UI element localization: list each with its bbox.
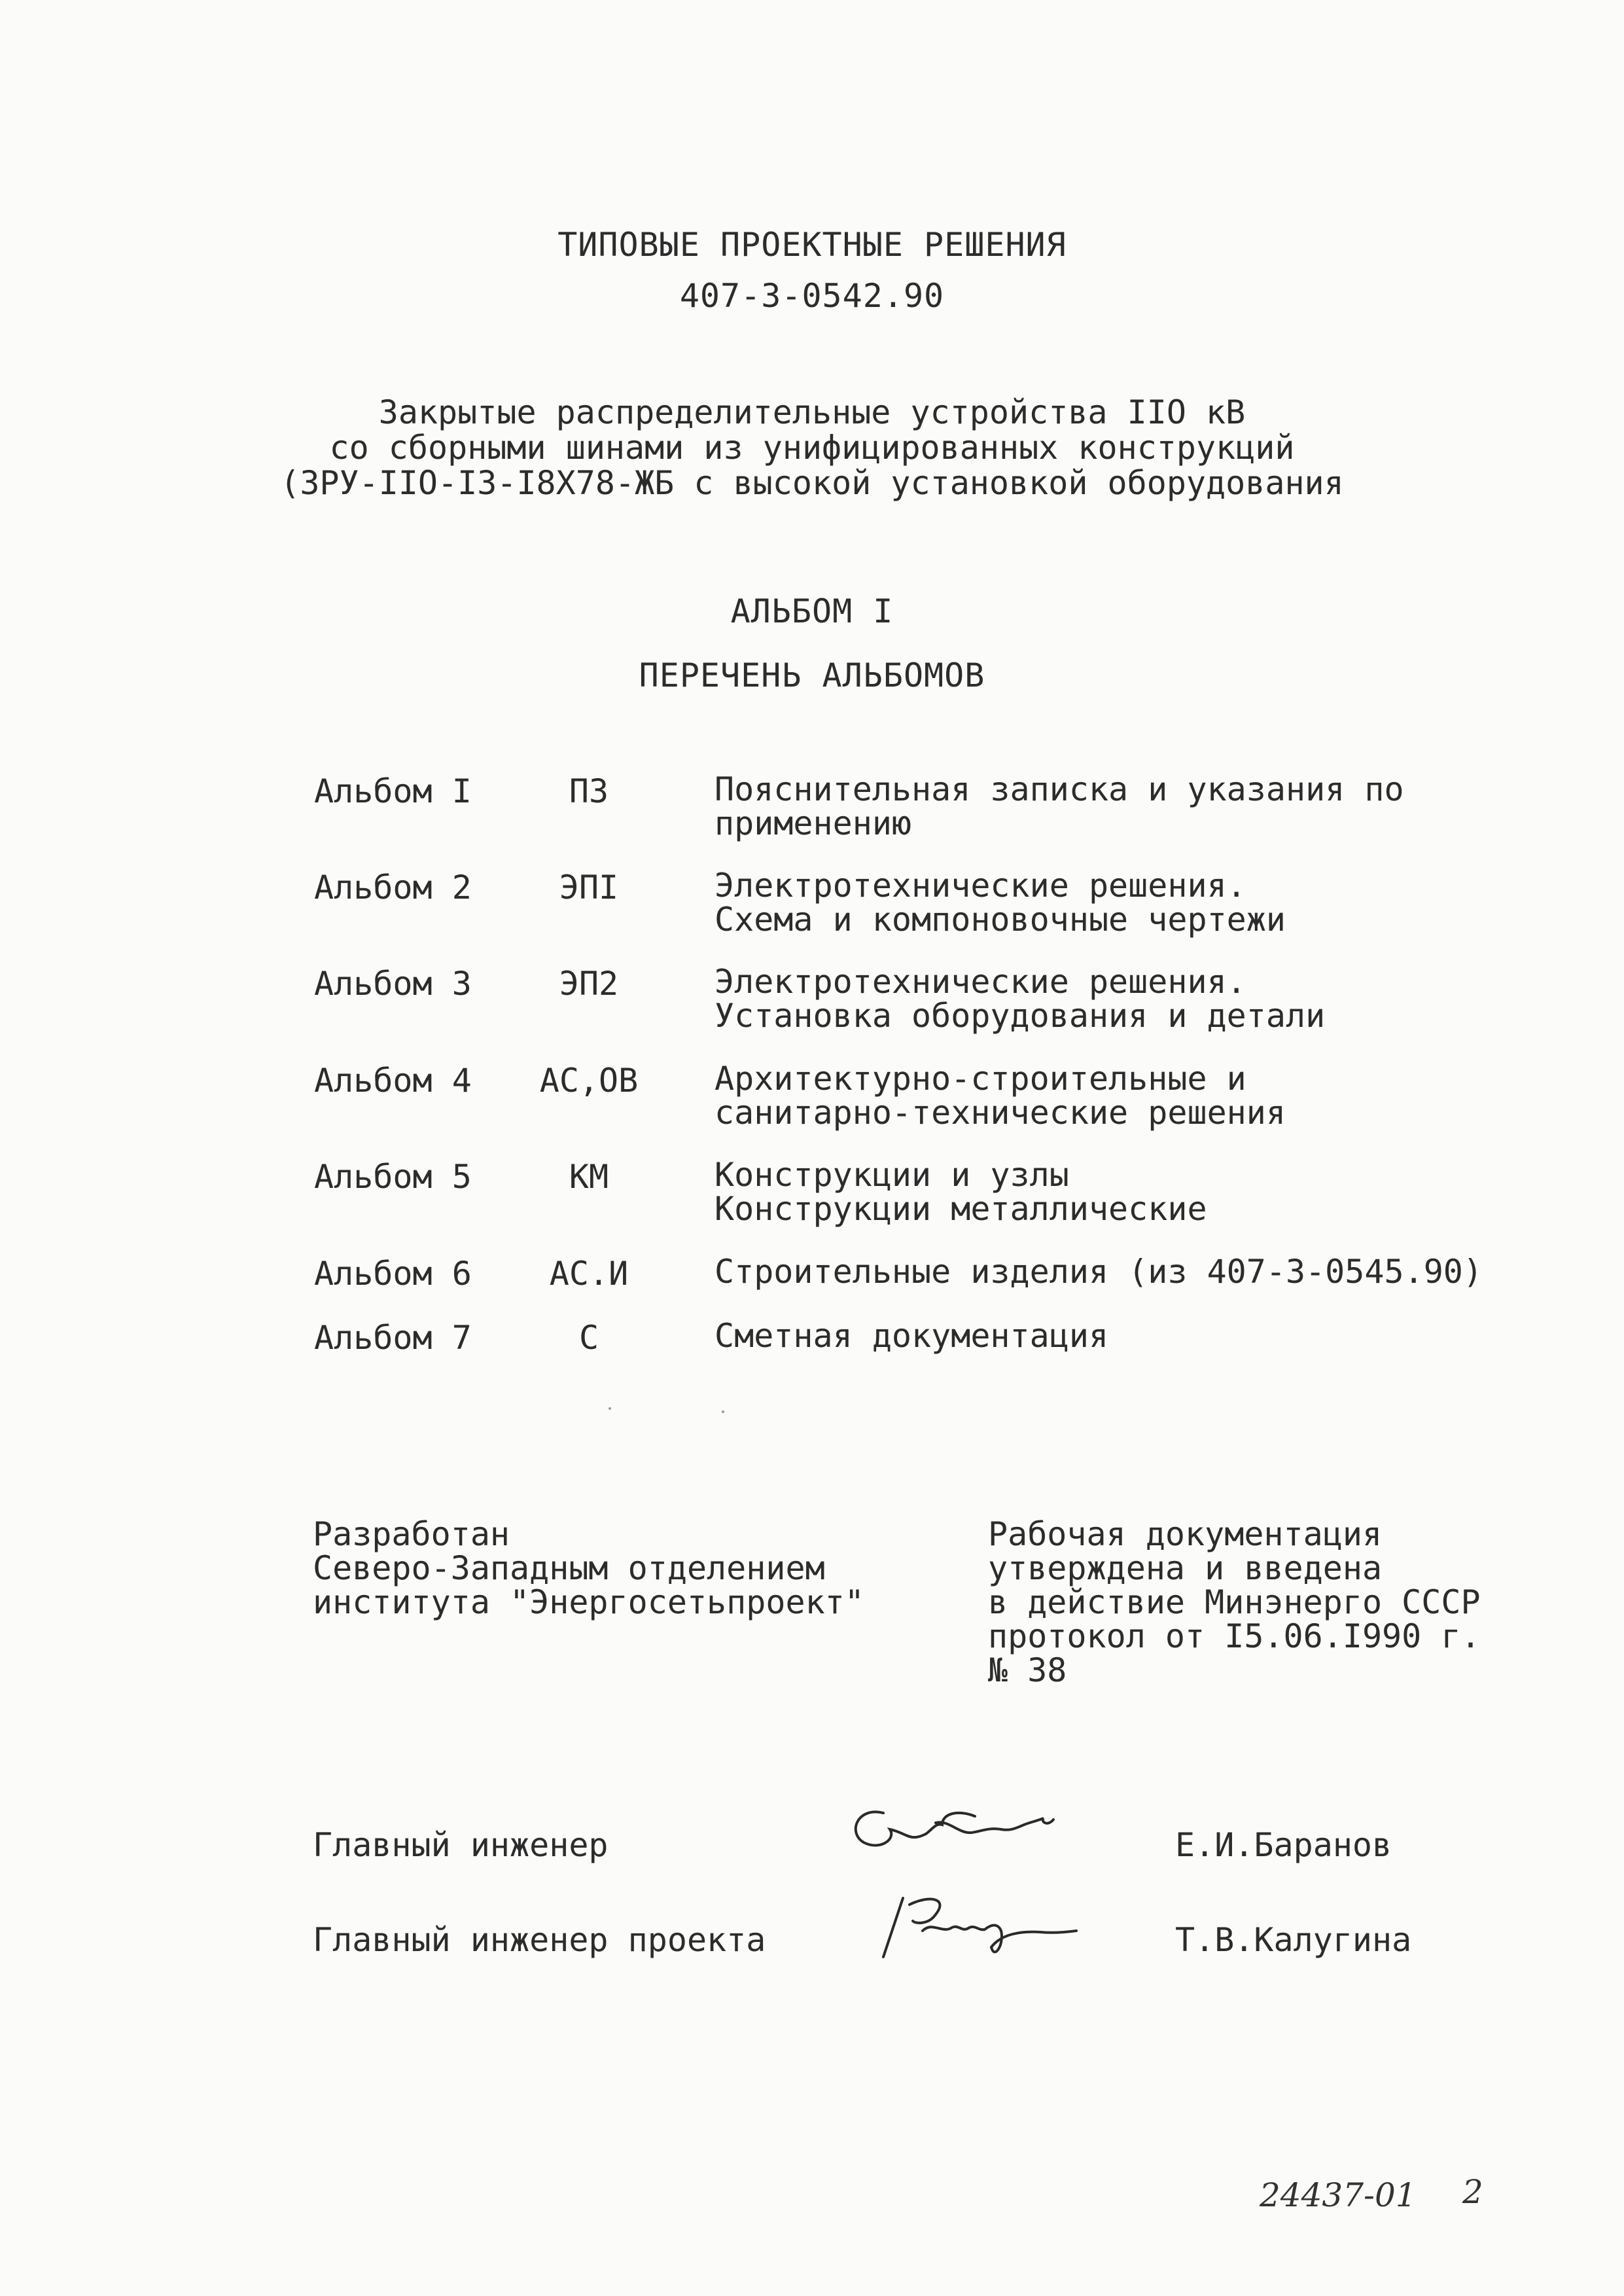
album-code: ЭПI [559, 869, 619, 906]
album-code: АС,ОВ [539, 1062, 639, 1100]
album-description-line-2: Схема и компоновочные чертежи [715, 901, 1286, 939]
signature-scribble [870, 1885, 1080, 1970]
album-description [715, 1158, 1207, 1226]
subject-line-1: Закрытые распределительные устройства IIO кВ [378, 393, 1246, 431]
signature-name: Е.И.Баранов [1175, 1826, 1392, 1864]
album-description-line-1: Строительные изделия (из 407-3-0545.90) [715, 1253, 1483, 1291]
album-name: Альбом 5 [314, 1158, 472, 1196]
album-code: ЭП2 [559, 965, 619, 1003]
album-description-line-1: Конструкции и узлы [715, 1156, 1069, 1194]
scan-speck [722, 1410, 724, 1413]
document-number: 24437-01 [1260, 2176, 1417, 2214]
approval-line-1: Рабочая документация [988, 1515, 1383, 1553]
developer-block [313, 1517, 864, 1619]
approval-block [988, 1517, 1481, 1687]
album-list-title: ПЕРЕЧЕНЬ АЛЬБОМОВ [639, 656, 985, 694]
album-description-line-2: Установка оборудования и детали [715, 997, 1326, 1035]
album-name: Альбом 6 [314, 1255, 472, 1293]
album-code: КМ [569, 1158, 609, 1196]
signature-role: Главный инженер [313, 1826, 609, 1864]
album-description [715, 869, 1286, 937]
developer-line-1: Разработан [313, 1515, 510, 1553]
album-description-line-1: Электротехнические решения. [715, 867, 1246, 905]
scan-speck [609, 1407, 611, 1410]
approval-line-5: № 38 [988, 1651, 1067, 1689]
album-description [715, 1062, 1286, 1130]
album-description [715, 965, 1325, 1033]
album-code: ПЗ [569, 772, 609, 810]
subject-line-2: со сборными шинами из унифицированных конструкций [329, 429, 1295, 467]
album-name: Альбом 4 [314, 1062, 472, 1100]
page-number: 2 [1462, 2173, 1483, 2211]
album-description-line-2: Конструкции металлические [715, 1190, 1207, 1228]
album-code: АС.И [549, 1255, 629, 1293]
album-description [715, 1319, 1108, 1353]
album-description-line-2: санитарно-технические решения [715, 1094, 1286, 1132]
album-description [715, 772, 1404, 840]
approval-line-3: в действие Минэнерго СССР [988, 1583, 1481, 1621]
album-name: Альбом 2 [314, 869, 472, 906]
developer-line-3: института "Энергосетьпроект" [313, 1583, 864, 1621]
approval-line-2: утверждена и введена [988, 1549, 1383, 1587]
album-name: Альбом I [314, 772, 472, 810]
signature-role: Главный инженер проекта [313, 1921, 766, 1959]
album-title: АЛЬБОМ I [730, 592, 894, 630]
album-description-line-1: Пояснительная записка и указания по [715, 770, 1404, 808]
signature-scribble [844, 1793, 1067, 1865]
album-description-line-1: Сметная документация [715, 1317, 1109, 1355]
developer-line-2: Северо-Западным отделением [313, 1549, 825, 1587]
album-name: Альбом 3 [314, 965, 472, 1003]
album-name: Альбом 7 [314, 1319, 472, 1357]
album-code: С [578, 1319, 599, 1357]
approval-line-4: протокол от I5.06.I990 г. [988, 1617, 1481, 1655]
subject-line-3: (ЗРУ-IIO-I3-I8X78-ЖБ с высокой установкой оборудования [280, 464, 1344, 502]
album-description [715, 1255, 1483, 1289]
signature-name: Т.В.Калугина [1175, 1921, 1412, 1959]
album-description-line-2: применению [715, 804, 912, 842]
album-description-line-1: Архитектурно-строительные и [715, 1060, 1246, 1098]
series-number: 407-3-0542.90 [679, 277, 945, 315]
album-description-line-1: Электротехнические решения. [715, 963, 1246, 1001]
series-title: ТИПОВЫЕ ПРОЕКТНЫЕ РЕШЕНИЯ [557, 226, 1067, 264]
